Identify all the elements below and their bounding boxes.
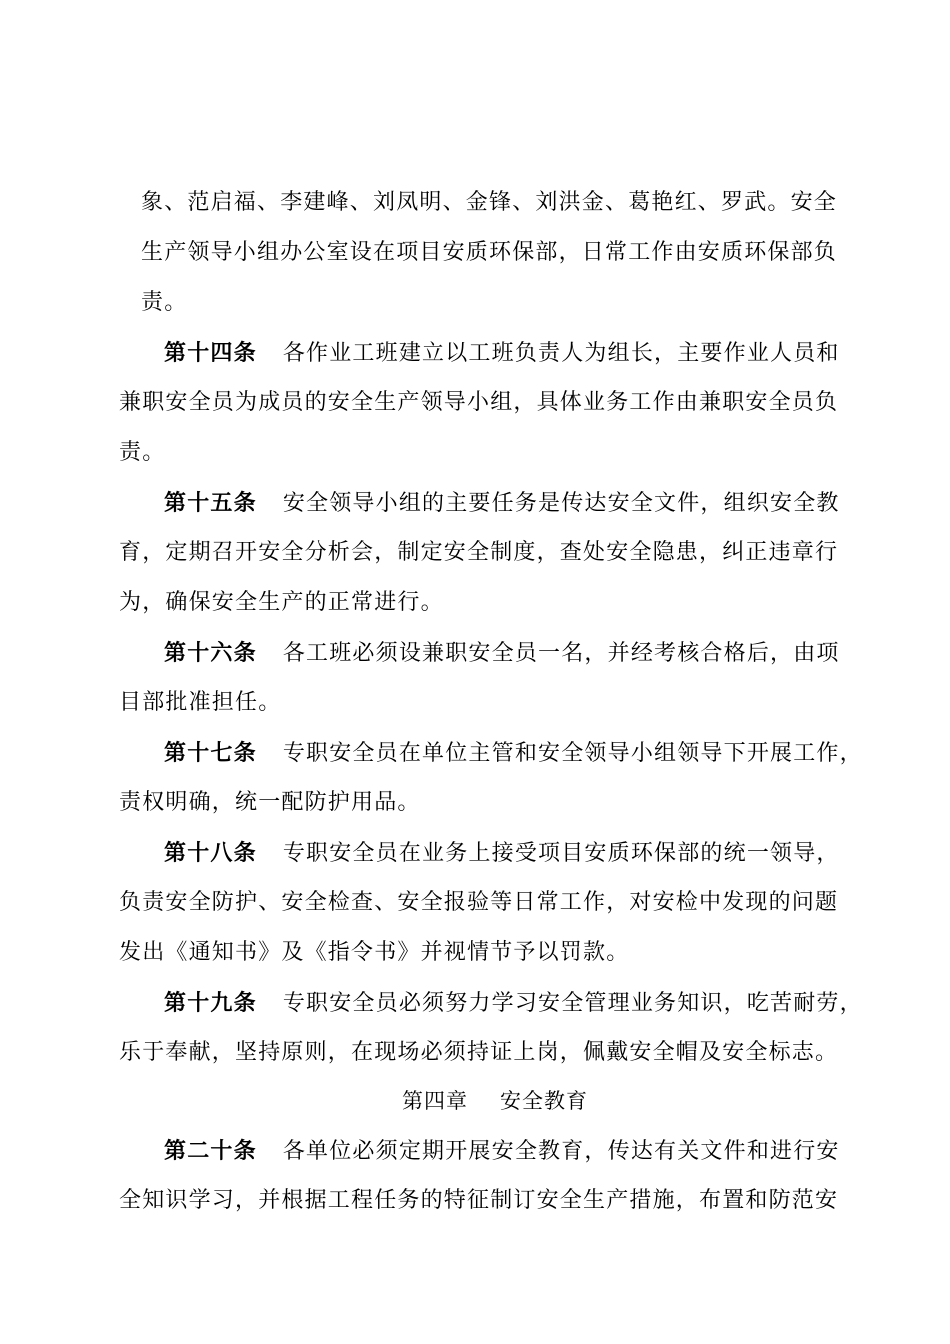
article-label: 第二十条 bbox=[164, 1138, 257, 1164]
article-first-line bbox=[164, 1136, 840, 1167]
chapter-number: 第四章 bbox=[402, 1089, 468, 1113]
article-label: 第十七条 bbox=[164, 740, 257, 766]
paragraph-line: 兼职安全员为成员的安全生产领导小组，具体业务工作由兼职安全员负 bbox=[119, 390, 839, 415]
paragraph-line: 责。 bbox=[141, 290, 188, 315]
paragraph-line: 责权明确，统一配防护用品。 bbox=[119, 790, 421, 815]
article-text: 各单位必须定期开展安全教育，传达有关文件和进行安 bbox=[282, 1139, 840, 1164]
article-first-line bbox=[164, 988, 863, 1019]
paragraph-line: 责。 bbox=[119, 440, 166, 465]
article-label: 第十四条 bbox=[164, 340, 257, 366]
article-label: 第十六条 bbox=[164, 640, 257, 666]
article-text: 安全领导小组的主要任务是传达安全文件，组织安全教 bbox=[282, 491, 840, 516]
article-text: 专职安全员在业务上接受项目安质环保部的统一领导， bbox=[282, 841, 840, 866]
paragraph-line: 发出《通知书》及《指令书》并视情节予以罚款。 bbox=[119, 940, 630, 965]
article-first-line bbox=[164, 838, 840, 869]
paragraph-line: 全知识学习，并根据工程任务的特征制订安全生产措施，布置和防范安 bbox=[119, 1188, 839, 1213]
article-label: 第十九条 bbox=[164, 990, 257, 1016]
article-label: 第十五条 bbox=[164, 490, 257, 516]
paragraph-line: 乐于奉献，坚持原则，在现场必须持证上岗，佩戴安全帽及安全标志。 bbox=[119, 1040, 839, 1065]
chapter-heading bbox=[402, 1086, 588, 1116]
chapter-title: 安全教育 bbox=[500, 1089, 588, 1113]
article-first-line bbox=[164, 338, 840, 369]
article-text: 专职安全员在单位主管和安全领导小组领导下开展工作， bbox=[282, 741, 863, 766]
paragraph-line: 目部批准担任。 bbox=[119, 690, 282, 715]
paragraph-line: 为，确保安全生产的正常进行。 bbox=[119, 590, 444, 615]
paragraph-line: 生产领导小组办公室设在项目安质环保部，日常工作由安质环保部负 bbox=[141, 240, 838, 265]
article-text: 各工班必须设兼职安全员一名，并经考核合格后，由项 bbox=[282, 641, 840, 666]
article-text: 专职安全员必须努力学习安全管理业务知识，吃苦耐劳， bbox=[282, 991, 863, 1016]
article-first-line bbox=[164, 488, 840, 519]
paragraph-line: 育，定期召开安全分析会，制定安全制度，查处安全隐患，纠正违章行 bbox=[119, 540, 839, 565]
article-first-line bbox=[164, 638, 840, 669]
article-label: 第十八条 bbox=[164, 840, 257, 866]
article-text: 各作业工班建立以工班负责人为组长，主要作业人员和 bbox=[282, 341, 840, 366]
paragraph-line: 负责安全防护、安全检查、安全报验等日常工作，对安检中发现的问题 bbox=[119, 890, 839, 915]
paragraph-line: 象、范启福、李建峰、刘凤明、金锋、刘洪金、葛艳红、罗武。安全 bbox=[141, 190, 838, 215]
article-first-line bbox=[164, 738, 863, 769]
